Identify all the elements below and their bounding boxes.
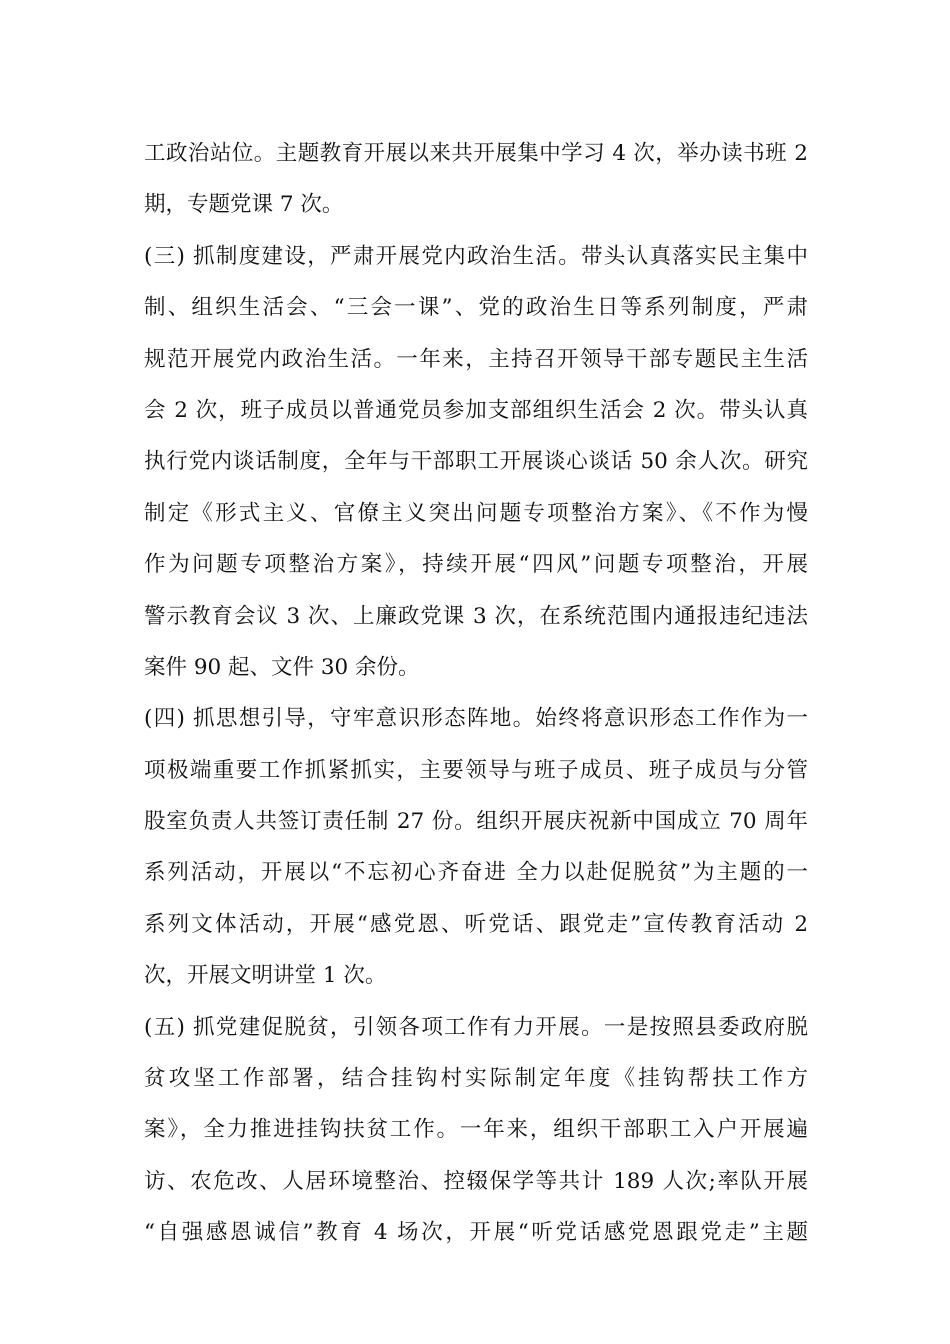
body-text bbox=[144, 128, 808, 1259]
paragraph-line: 项极端重要工作抓紧抓实，主要领导与班子成员、班子成员与分管 bbox=[144, 757, 808, 783]
paragraph-line: 访、农危改、人居环境整治、控辍保学等共计 189 人次;率队开展 bbox=[144, 1168, 808, 1194]
section-heading-line: (四) 抓思想引导，守牢意识形态阵地。始终将意识形态工作作为一 bbox=[144, 706, 808, 732]
paragraph-line: 案件 90 起、文件 30 余份。 bbox=[144, 654, 420, 680]
paragraph-line: 案》，全力推进挂钩扶贫工作。一年来，组织干部职工入户开展遍 bbox=[144, 1117, 808, 1143]
paragraph-line: 工政治站位。主题教育开展以来共开展集中学习 4 次，举办读书班 2 bbox=[144, 141, 808, 166]
paragraph-line: “自强感恩诚信”教育 4 场次，开展“听党话感党恩跟党走”主题 bbox=[144, 1220, 808, 1246]
paragraph-line: 次，开展文明讲堂 1 次。 bbox=[144, 963, 387, 989]
paragraph-line: 系列文体活动，开展“感党恩、听党话、跟党走”宣传教育活动 2 bbox=[144, 911, 808, 937]
paragraph-line: 贫攻坚工作部署，结合挂钩村实际制定年度《挂钩帮扶工作方 bbox=[144, 1066, 808, 1092]
paragraph-line: 期，专题党课 7 次。 bbox=[144, 192, 344, 218]
paragraph-line: 制、组织生活会、“三会一课”、党的政治生日等系列制度，严肃 bbox=[144, 295, 808, 321]
paragraph-line: 系列活动，开展以“不忘初心齐奋进 全力以赴促脱贫”为主题的一 bbox=[144, 860, 808, 886]
section-heading-line: (三) 抓制度建设，严肃开展党内政治生活。带头认真落实民主集中 bbox=[144, 243, 808, 269]
paragraph-line: 股室负责人共签订责任制 27 份。组织开展庆祝新中国成立 70 周年 bbox=[144, 809, 808, 835]
paragraph-line: 执行党内谈话制度，全年与干部职工开展谈心谈话 50 余人次。研究 bbox=[144, 449, 808, 475]
paragraph-line: 制定《形式主义、官僚主义突出问题专项整治方案》、《不作为慢 bbox=[144, 500, 808, 526]
paragraph-line: 规范开展党内政治生活。一年来，主持召开领导干部专题民主生活 bbox=[144, 346, 808, 372]
paragraph-line: 作为问题专项整治方案》，持续开展“四风”问题专项整治，开展 bbox=[144, 552, 808, 578]
section-heading-line: (五) 抓党建促脱贫，引领各项工作有力开展。一是按照县委政府脱 bbox=[144, 1014, 808, 1040]
paragraph-line: 警示教育会议 3 次、上廉政党课 3 次，在系统范围内通报违纪违法 bbox=[144, 603, 808, 629]
paragraph-line: 会 2 次，班子成员以普通党员参加支部组织生活会 2 次。带头认真 bbox=[144, 397, 808, 423]
